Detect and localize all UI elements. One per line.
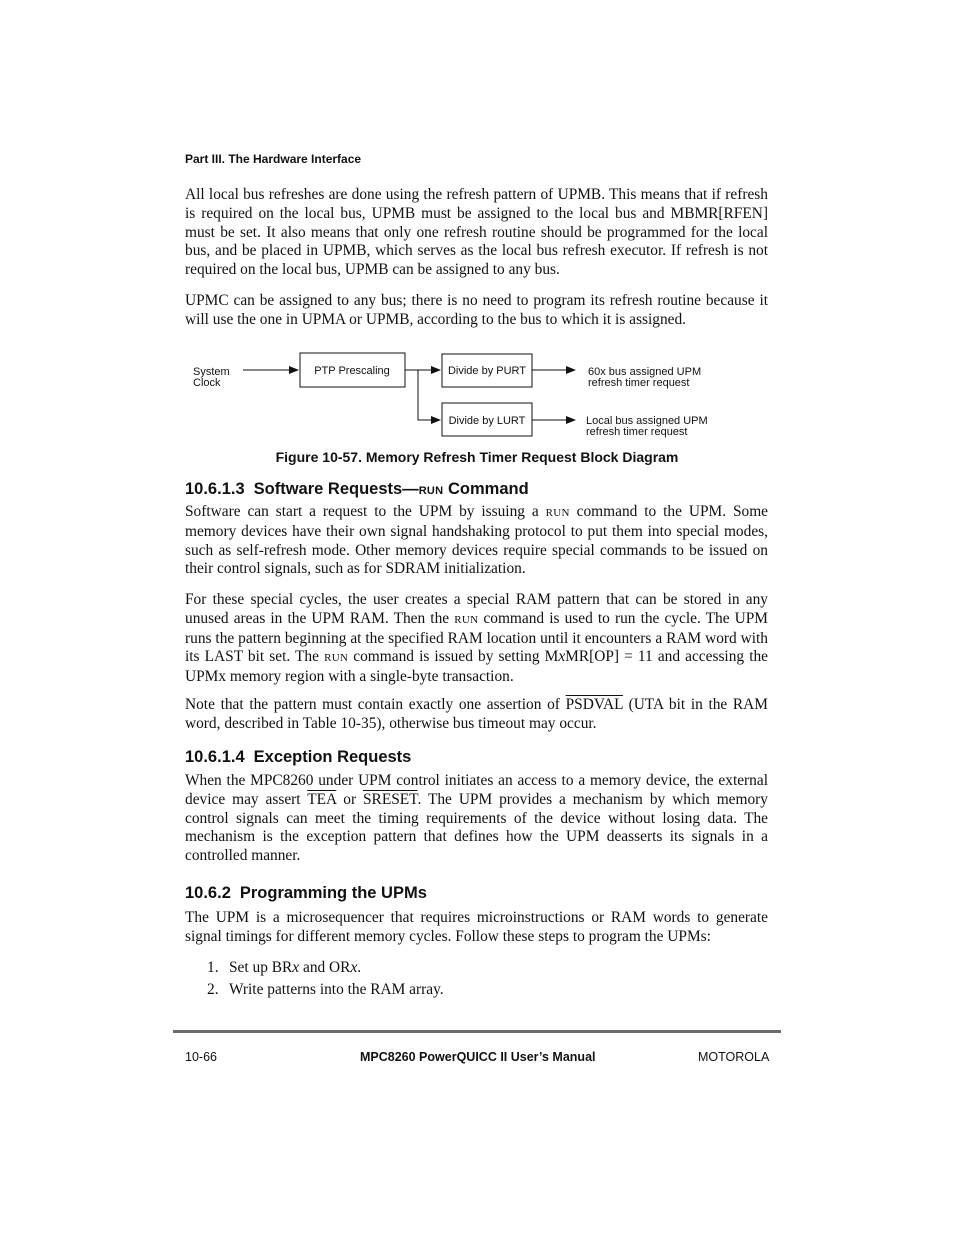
refresh-timer-block-diagram xyxy=(0,0,954,445)
tea-signal: $\overline{TEA}$ xyxy=(307,790,337,808)
output-local-label-2: refresh timer request xyxy=(586,426,688,438)
footer-rule xyxy=(173,1030,781,1033)
divide-by-purt-label: Divide by PURT xyxy=(447,365,527,377)
section-number: 10.6.1.3 xyxy=(185,480,245,498)
software-requests-paragraph-3: Note that the pattern must contain exactly one assertion of PSDVAL (UTA bit in the RAM word, described in Table 10-35), otherwise bus timeout may occur. xyxy=(185,696,768,732)
software-requests-paragraph-2: For these special cycles, the user creates a special RAM pattern that can be stored in any unused areas in the UPM RAM. Then the RUN command is used to run the cycle. The UPM runs the pattern beginning at the specified RAM location until it encounters a RAM word with its LAST bit set. The RUN command is issued by setting MxMR[OP] = 11 and accessing the UPMx memory region with a single-byte transaction. xyxy=(185,591,768,686)
system-clock-label-1: System xyxy=(193,366,230,378)
section-number: 10.6.2 xyxy=(185,884,231,902)
running-head: Part III. The Hardware Interface xyxy=(185,152,362,166)
prescaler-to-lurt-arrow xyxy=(418,370,440,420)
list-item: 1. Set up BRx and ORx. xyxy=(207,959,362,976)
exception-requests-paragraph: When the MPC8260 under UPM control initiates an access to a memory device, the external device may assert $\overline{TEA}$ or SRESET. The UPM provides a mechanism by which memory control signals can meet the timing requirements of the device without losing data. The mechanism is the exception pattern that defines how the UPM deasserts its signals in a controlled manner. xyxy=(185,772,768,865)
system-clock-label-2: Clock xyxy=(193,377,221,389)
section-heading-10-6-1-3 xyxy=(185,480,529,499)
section-number: 10.6.1.4 xyxy=(185,748,245,766)
list-item: 2. Write patterns into the RAM array. xyxy=(207,981,444,998)
section-title: Programming the UPMs xyxy=(239,884,427,902)
manual-title: MPC8260 PowerQUICC II User’s Manual xyxy=(360,1050,596,1064)
intro-paragraph-2: UPMC can be assigned to any bus; there is no need to program its refresh routine because it will use the one in UPMA or UPMB, according to the bus to which it is assigned. xyxy=(185,292,768,328)
section-title-run: RUN xyxy=(418,485,444,497)
figure-caption: Figure 10-57. Memory Refresh Timer Request Block Diagram xyxy=(275,449,679,465)
programming-upms-paragraph: The UPM is a microsequencer that requires microinstructions or RAM words to generate signal timings for different memory cycles. Follow these steps to program the UPMs: xyxy=(185,909,768,945)
psdval-signal: PSDVAL xyxy=(565,696,623,713)
section-heading-10-6-2 xyxy=(185,884,427,903)
section-heading-10-6-1-4 xyxy=(185,748,411,767)
intro-paragraph-1: All local bus refreshes are done using the refresh pattern of UPMB. This means that if refresh is required on the local bus, UPMB must be assigned to the local bus and MBMR[RFEN] must be set. It also means that only one refresh routine should be programmed for the local bus, and be placed in UPMB, which serves as the local bus refresh executor. If refresh is not required on the local bus, UPMB can be assigned to any bus. xyxy=(185,186,768,279)
section-title-part-1: Software Requests— xyxy=(253,480,419,498)
divide-by-lurt-label: Divide by LURT xyxy=(448,415,526,427)
output-60x-label-1: 60x bus assigned UPM xyxy=(588,366,702,378)
section-title-part-2: Command xyxy=(443,480,529,498)
software-requests-paragraph-1: Software can start a request to the UPM by issuing a RUN command to the UPM. Some memory devices have their own signal handshaking protocol to put them into special modes, such as self-refresh mode. Other memory devices require special commands to be issued on their control signals, such as for SDRAM initialization. xyxy=(185,503,769,578)
section-title: Exception Requests xyxy=(253,748,412,766)
sreset-signal: SRESET xyxy=(363,790,418,808)
brand-name: MOTOROLA xyxy=(698,1050,770,1064)
output-60x-label-2: refresh timer request xyxy=(588,377,690,389)
page-number: 10-66 xyxy=(185,1050,217,1064)
ptp-prescaling-label: PTP Prescaling xyxy=(314,365,390,377)
output-local-label-1: Local bus assigned UPM xyxy=(586,415,708,427)
